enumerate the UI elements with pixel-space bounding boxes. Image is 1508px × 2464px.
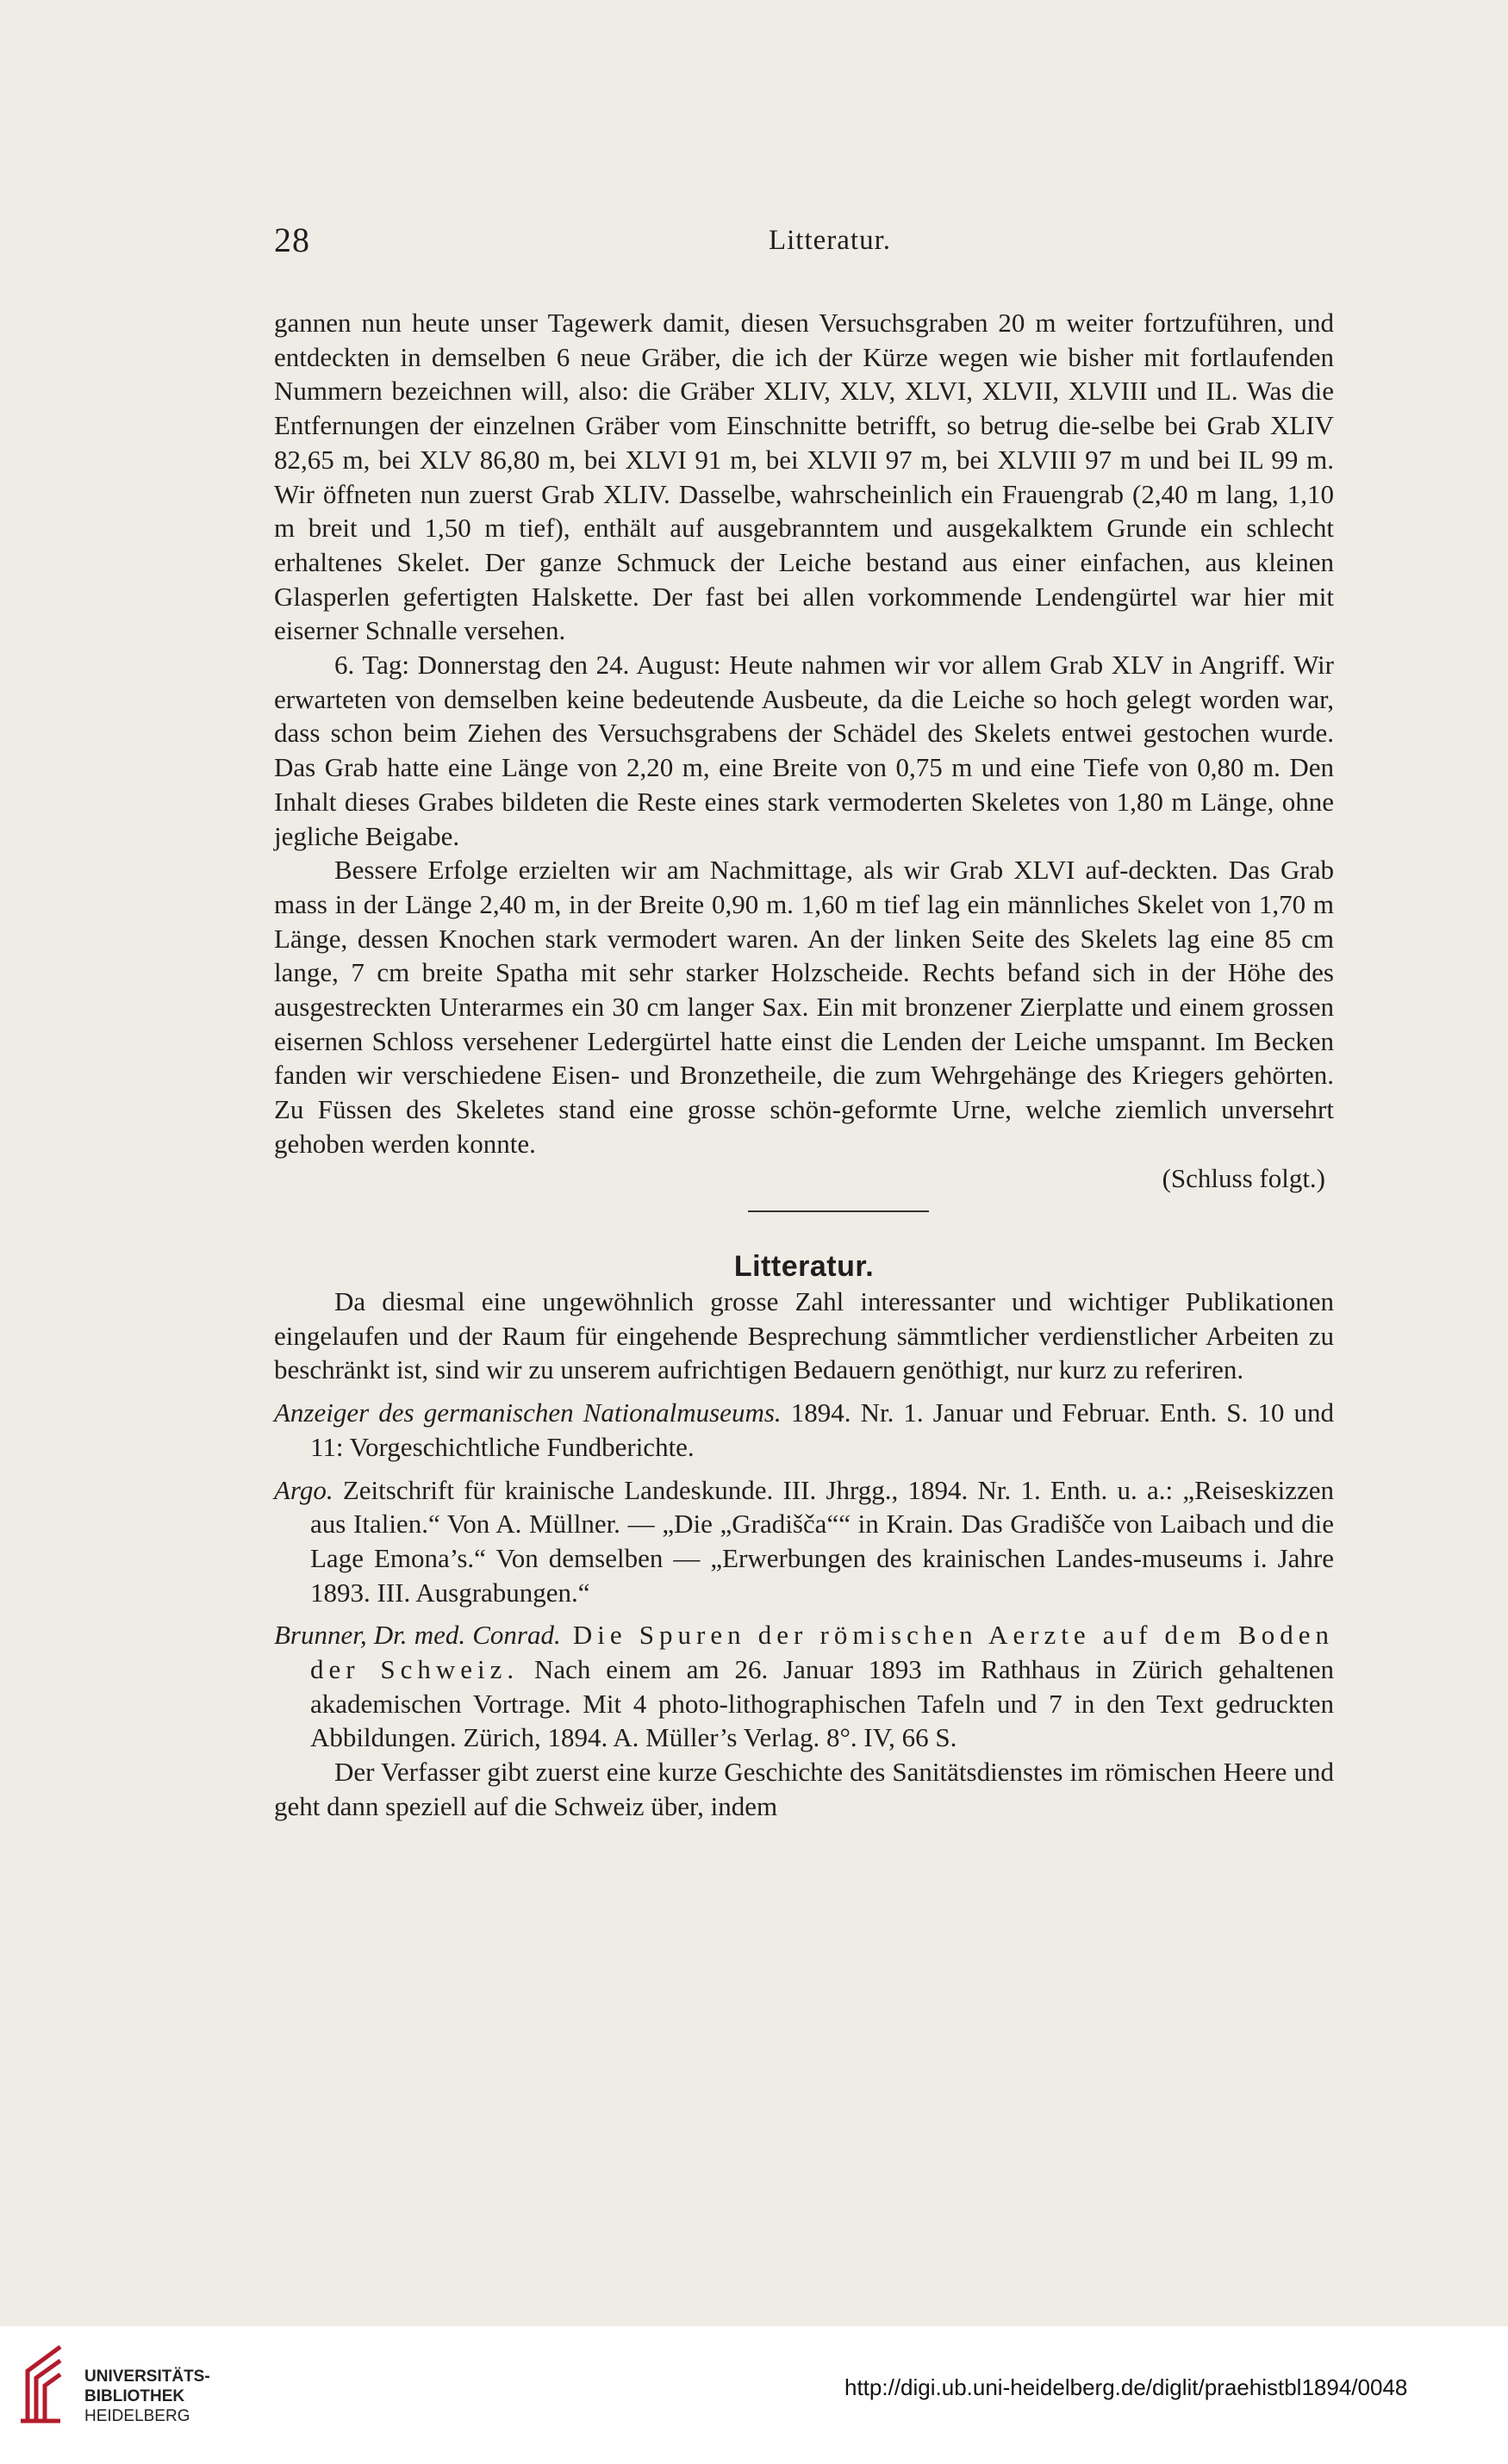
review-intro: Da diesmal eine ungewöhnlich grosse Zahl interessanter und wichtiger Publikationen eingelaufen und der Raum für eingehende Besprechung sämmtlicher verdienstlicher Arbeiten zu beschränkt ist, sind wir zu unserem aufrichtigen Bedauern genöthigt, nur kurz zu referiren. (274, 1285, 1334, 1385)
review-entry-anzeiger (274, 1396, 1334, 1464)
body-paragraph-1: gannen nun heute unser Tagewerk damit, diesen Versuchsgraben 20 m weiter fortzuführen, und entdeckten in demselben 6 neue Gräber, die ich der Kürze wegen wie bisher mit fortlaufenden Nummern bezeichnen will, also: die Gräber XLIV, XLV, XLVI, XLVII, XLVIII und IL. Was die Entfernungen der einzelnen Gräber vom Einschnitte betrifft, so betrug die-selbe bei Grab XLIV 82,65 m, bei XLV 86,80 m, bei XLVI 91 m, bei XLVII 97 m, bei XLVIII 97 m und bei IL 99 m. Wir öffneten nun zuerst Grab XLIV. Dasselbe, wahrscheinlich ein Frauengrab (2,40 m lang, 1,10 m breit und 1,50 m tief), enthält auf ausgebranntem und ausgekalktem Grunde ein schlecht erhaltenes Skelet. Der ganze Schmuck der Leiche bestand aus einer einfachen, aus kleinen Glasperlen gefertigten Halskette. Der fast bei allen vorkommende Lendengürtel war hier mit eiserner Schnalle versehen. (274, 308, 1334, 646)
body-paragraph-3: Bessere Erfolge erzielten wir am Nachmittage, als wir Grab XLVI auf-deckten. Das Grab mass in der Länge 2,40 m, in der Breite 0,90 m. 1,60 m tief lag ein männliches Skelet von 1,70 m Länge, dessen Knochen stark vermodert waren. An der linken Seite des Skelets lag eine 85 cm lange, 7 cm breite Spatha mit sehr starker Holzscheide. Rechts befand sich in der Höhe des ausgestreckten Unterarmes ein 30 cm langer Sax. Ein mit bronzener Zierplatte und einem grossen eisernen Schloss versehener Ledergürtel hatte einst die Lenden der Leiche umspannt. Im Becken fanden wir verschiedene Eisen- und Bronzetheile, die zum Wehrgehänge des Kriegers gehörten. Zu Füssen des Skeletes stand eine grosse schön-geformte Urne, welche ziemlich unversehrt gehoben werden konnte. (274, 855, 1334, 1159)
review-entry-brunner (274, 1618, 1334, 1755)
review-paragraph: Der Verfasser gibt zuerst eine kurze Geschichte des Sanitätsdienstes im römischen Heere und geht dann speziell auf die Schweiz über, indem (274, 1757, 1334, 1821)
library-name-line3: HEIDELBERG (84, 2407, 190, 2425)
entry-title: Argo. (274, 1474, 333, 1505)
entry-title: Anzeiger des germanischen Nationalmuseums. (274, 1397, 782, 1428)
heidelberg-library-logo-icon[interactable] (16, 2342, 67, 2431)
library-name[interactable] (84, 2367, 210, 2426)
review-entry-argo (274, 1473, 1334, 1610)
library-name-line1: UNIVERSITÄTS- (84, 2368, 210, 2386)
text-column (274, 306, 1334, 1824)
body-paragraph-2: 6. Tag: Donnerstag den 24. August: Heute nahmen wir vor allem Grab XLV in Angriff. Wir erwarteten von demselben keine bedeutende Ausbeute, da die Leiche so hoch gelegt worden war, dass schon beim Ziehen des Versuchsgrabens der Schädel des Skelets entwei gestochen wurde. Das Grab hatte eine Länge von 2,20 m, eine Breite von 0,75 m und eine Tiefe von 0,80 m. Den Inhalt dieses Grabes bildeten die Reste eines stark vermoderten Skeletes von 1,80 m Länge, ohne jegliche Beigabe. (274, 650, 1334, 851)
section-divider (748, 1210, 929, 1212)
entry-text: Nach einem am 26. Januar 1893 im Rathhaus in Zürich gehaltenen akademischen Vortrage. Mit 4 photo-lithographischen Tafeln und 7 in den Text gedruckten Abbildungen. Zürich, 1894. A. Müller’s Verlag. 8°. IV, 66 S. (310, 1654, 1334, 1753)
library-name-line2: BIBLIOTHEK (84, 2387, 185, 2405)
entry-text: 1894. Nr. 1. Januar und Februar. Enth. S. 10 und 11: Vorgeschichtliche Fundberichte. (310, 1397, 1334, 1462)
running-title: Litteratur. (768, 225, 892, 256)
page-header (274, 220, 1334, 271)
continuation-note: (Schluss folgt.) (1162, 1162, 1325, 1193)
page-url-link[interactable]: http://digi.ub.uni-heidelberg.de/diglit/praehistbl1894/0048 (844, 2374, 1408, 2400)
page-number: 28 (274, 221, 310, 259)
entry-book-title: Die Spuren der römischen Aerzte auf dem Boden der Schweiz. (310, 1620, 1334, 1685)
entry-title: Brunner, Dr. med. Conrad. (274, 1620, 561, 1651)
entry-text: Zeitschrift für krainische Landeskunde. III. Jhrgg., 1894. Nr. 1. Enth. u. a.: „Reiseskizzen aus Italien.“ Von A. Müllner. — „Die „Gradišča““ in Krain. Das Gradišče von Laibach und die Lage Emona’s.“ Von demselben — „Erwerbungen des krainischen Landes-museums i. Jahre 1893. III. Ausgrabungen.“ (310, 1474, 1334, 1608)
section-title: Litteratur. (733, 1250, 875, 1284)
